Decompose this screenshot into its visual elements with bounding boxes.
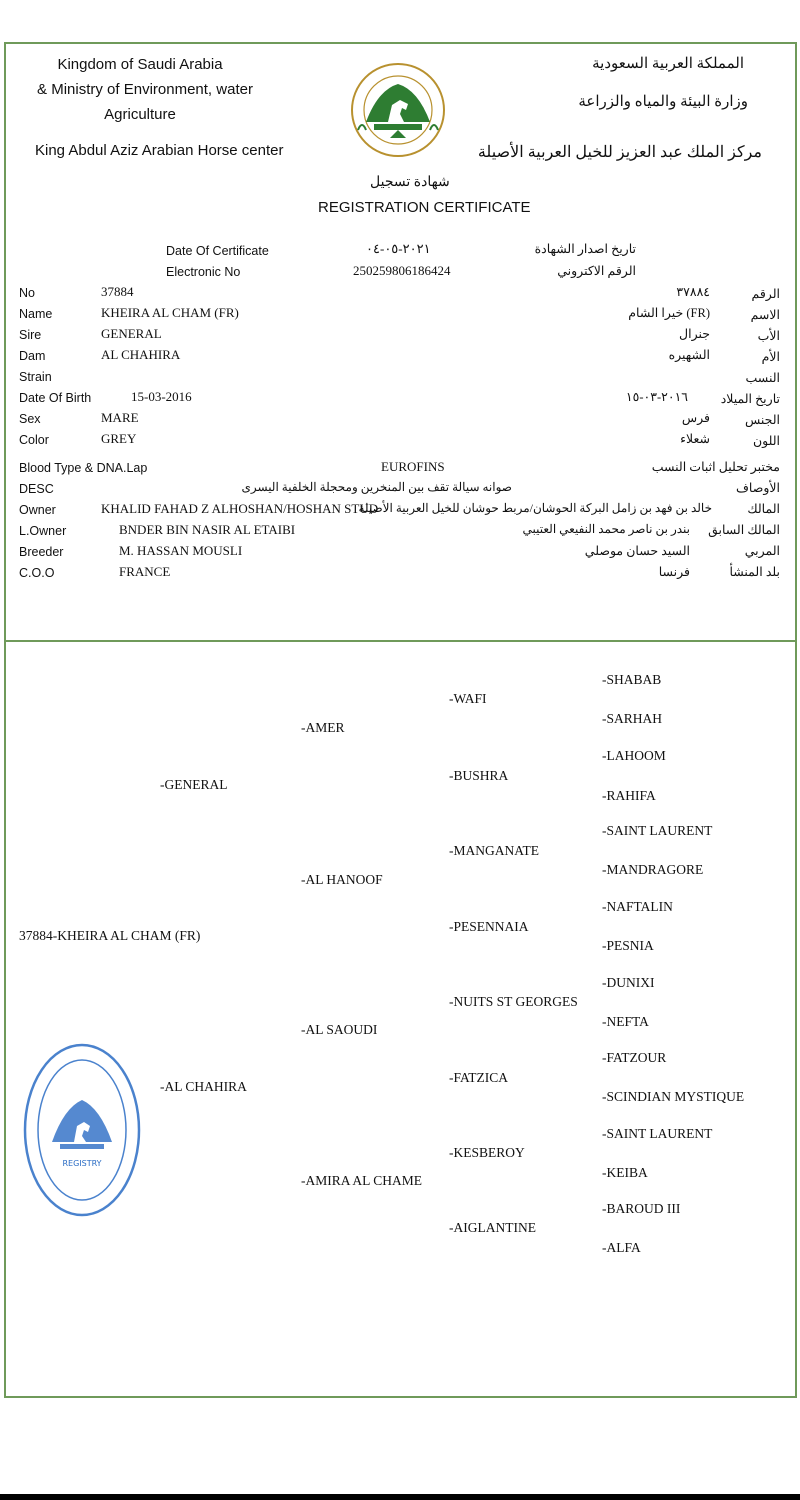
field-dam-value: AL CHAHIRA (101, 347, 181, 362)
pedigree-gen2-3: -AL SAOUDI (301, 1022, 378, 1037)
pedigree-gen2-1: -AMER (301, 720, 345, 735)
lowner-label: L.Owner (19, 524, 67, 538)
field-dam-ar-value: الشهيره (668, 348, 710, 362)
pedigree-gen4-10: -NEFTA (602, 1014, 649, 1029)
pedigree-gen4-9: -DUNIXI (602, 975, 655, 990)
field-dam-label: Dam (19, 349, 46, 363)
field-dob-ar-value: ٢٠١٦-٠٣-١٥ (625, 390, 688, 404)
field-sire-ar-label: الأب (757, 329, 780, 343)
pedigree-gen3-2: -BUSHRA (449, 768, 509, 783)
pedigree-gen4-7: -NAFTALIN (602, 899, 673, 914)
pedigree-gen4-5: -SAINT LAURENT (602, 823, 713, 838)
coo-ar-value: فرنسا (658, 565, 690, 579)
desc-ar-value: صوانه سيالة تقف بين المنخرين ومحجلة الخلفية اليسرى (241, 480, 512, 494)
pedigree-gen4-4: -RAHIFA (602, 788, 656, 803)
lowner-value: BNDER BIN NASIR AL ETAIBI (119, 522, 296, 537)
field-sex-ar-label: الجنس (744, 413, 780, 427)
field-sire-ar-value: جنرال (679, 327, 710, 341)
field-strain-label: Strain (19, 370, 52, 384)
pedigree-gen4-6: -MANDRAGORE (602, 862, 704, 877)
pedigree-gen3-1: -WAFI (449, 691, 487, 706)
field-name-ar-value: (FR) خيرا الشام (628, 306, 710, 320)
registry-seal-icon (22, 1040, 142, 1220)
header-en-line2: & Ministry of Environment, water (37, 81, 253, 98)
field-color-label: Color (19, 433, 49, 447)
header-en-line4: King Abdul Aziz Arabian Horse center (35, 142, 284, 159)
pedigree-gen2-2: -AL HANOOF (301, 872, 383, 887)
pedigree-gen3-3: -MANGANATE (449, 843, 539, 858)
pedigree-subject: 37884-KHEIRA AL CHAM (FR) (19, 928, 201, 943)
owner-label: Owner (19, 503, 56, 517)
pedigree-gen1-sire: -GENERAL (160, 777, 228, 792)
date-label: Date Of Certificate (166, 244, 269, 258)
lowner-ar-value: بندر بن ناصر محمد النفيعي العتيبي (522, 522, 690, 536)
pedigree-gen4-12: -SCINDIAN MYSTIQUE (602, 1089, 745, 1104)
pedigree-gen2-4: -AMIRA AL CHAME (301, 1173, 423, 1188)
header-en-line3: Agriculture (104, 106, 176, 123)
electronic-value: 250259806186424 (353, 263, 451, 278)
pedigree-gen4-3: -LAHOOM (602, 748, 666, 763)
ministry-emblem-icon (348, 50, 448, 170)
pedigree-gen4-11: -FATZOUR (602, 1050, 667, 1065)
pedigree-gen3-6: -FATZICA (449, 1070, 508, 1085)
pedigree-gen4-1: -SHABAB (602, 672, 662, 687)
lowner-ar-label: المالك السابق (708, 523, 780, 537)
date-value: ٢٠٢١-٠٥-٠٤ (366, 241, 431, 256)
field-strain-ar-label: النسب (745, 371, 780, 385)
field-dob-ar-label: تاريخ الميلاد (720, 392, 780, 406)
breeder-ar-value: السيد حسان موصلي (584, 544, 690, 558)
pedigree-gen4-13: -SAINT LAURENT (602, 1126, 713, 1141)
breeder-value: M. HASSAN MOUSLI (119, 543, 243, 558)
coo-ar-label: بلد المنشأ (729, 565, 780, 579)
title-english: REGISTRATION CERTIFICATE (318, 199, 531, 216)
field-name-value: KHEIRA AL CHAM (FR) (101, 305, 239, 320)
pedigree-gen3-4: -PESENNAIA (449, 919, 529, 934)
pedigree-gen4-8: -PESNIA (602, 938, 654, 953)
bottom-bar (0, 1494, 800, 1500)
electronic-label: Electronic No (166, 265, 241, 279)
pedigree-gen4-15: -BAROUD III (602, 1201, 681, 1216)
field-no-value: 37884 (101, 284, 134, 299)
date-label-ar: تاريخ اصدار الشهادة (534, 242, 636, 256)
field-name-label: Name (19, 307, 53, 321)
pedigree-gen4-14: -KEIBA (602, 1165, 648, 1180)
field-color-ar-value: شعلاء (680, 432, 710, 446)
pedigree-gen1-dam: -AL CHAHIRA (160, 1079, 247, 1094)
lab-value: EUROFINS (381, 459, 445, 474)
field-dob-label: Date Of Birth (19, 391, 92, 405)
registry-stamp (22, 1040, 142, 1220)
title-arabic: شهادة تسجيل (370, 175, 450, 190)
header-ar-line3: مركز الملك عبد العزيز للخيل العربية الأصيلة (477, 144, 762, 161)
ministry-logo (348, 50, 448, 170)
header-en-line1: Kingdom of Saudi Arabia (57, 56, 223, 73)
breeder-ar-label: المربي (744, 544, 780, 558)
field-color-ar-label: اللون (752, 434, 780, 448)
pedigree-gen4-16: -ALFA (602, 1240, 641, 1255)
field-dam-ar-label: الأم (761, 350, 780, 364)
desc-label: DESC (19, 482, 54, 496)
pedigree-gen3-7: -KESBEROY (449, 1145, 525, 1160)
header-ar-line1: المملكة العربية السعودية (592, 56, 744, 72)
lab-label: Blood Type & DNA.Lap (19, 461, 148, 475)
desc-ar-label: الأوصاف (735, 481, 780, 495)
pedigree-gen4-2: -SARHAH (602, 711, 663, 726)
field-sire-value: GENERAL (101, 326, 162, 341)
header-ar-line2: وزارة البيئة والمياه والزراعة (578, 94, 748, 110)
field-sex-ar-value: فرس (681, 411, 710, 425)
pedigree-gen3-8: -AIGLANTINE (449, 1220, 536, 1235)
field-sire-label: Sire (19, 328, 42, 342)
field-sex-value: MARE (101, 410, 139, 425)
coo-label: C.O.O (19, 566, 55, 580)
field-dob-value: 15-03-2016 (131, 389, 192, 404)
pedigree-gen3-5: -NUITS ST GEORGES (449, 994, 578, 1009)
field-no-ar-label: الرقم (751, 287, 780, 301)
field-no-label: No (19, 286, 35, 300)
field-sex-label: Sex (19, 412, 41, 426)
coo-value: FRANCE (119, 564, 171, 579)
field-no-ar-value: ٣٧٨٨٤ (676, 285, 710, 299)
owner-ar-value: خالد بن فهد بن زامل البركة الحوشان/مربط حوشان للخيل العربية الأصيلة (358, 501, 712, 515)
pedigree-frame (4, 640, 797, 1398)
owner-value: KHALID FAHAD Z ALHOSHAN/HOSHAN STUD (101, 501, 379, 516)
lab-ar-label: مختبر تحليل اثبات النسب (651, 460, 780, 474)
field-name-ar-label: الاسم (750, 308, 780, 322)
field-color-value: GREY (101, 431, 137, 446)
breeder-label: Breeder (19, 545, 64, 559)
electronic-label-ar: الرقم الاكتروني (557, 264, 636, 278)
owner-ar-label: المالك (747, 502, 780, 516)
stamp-inner-text: REGISTRY (62, 1159, 102, 1168)
